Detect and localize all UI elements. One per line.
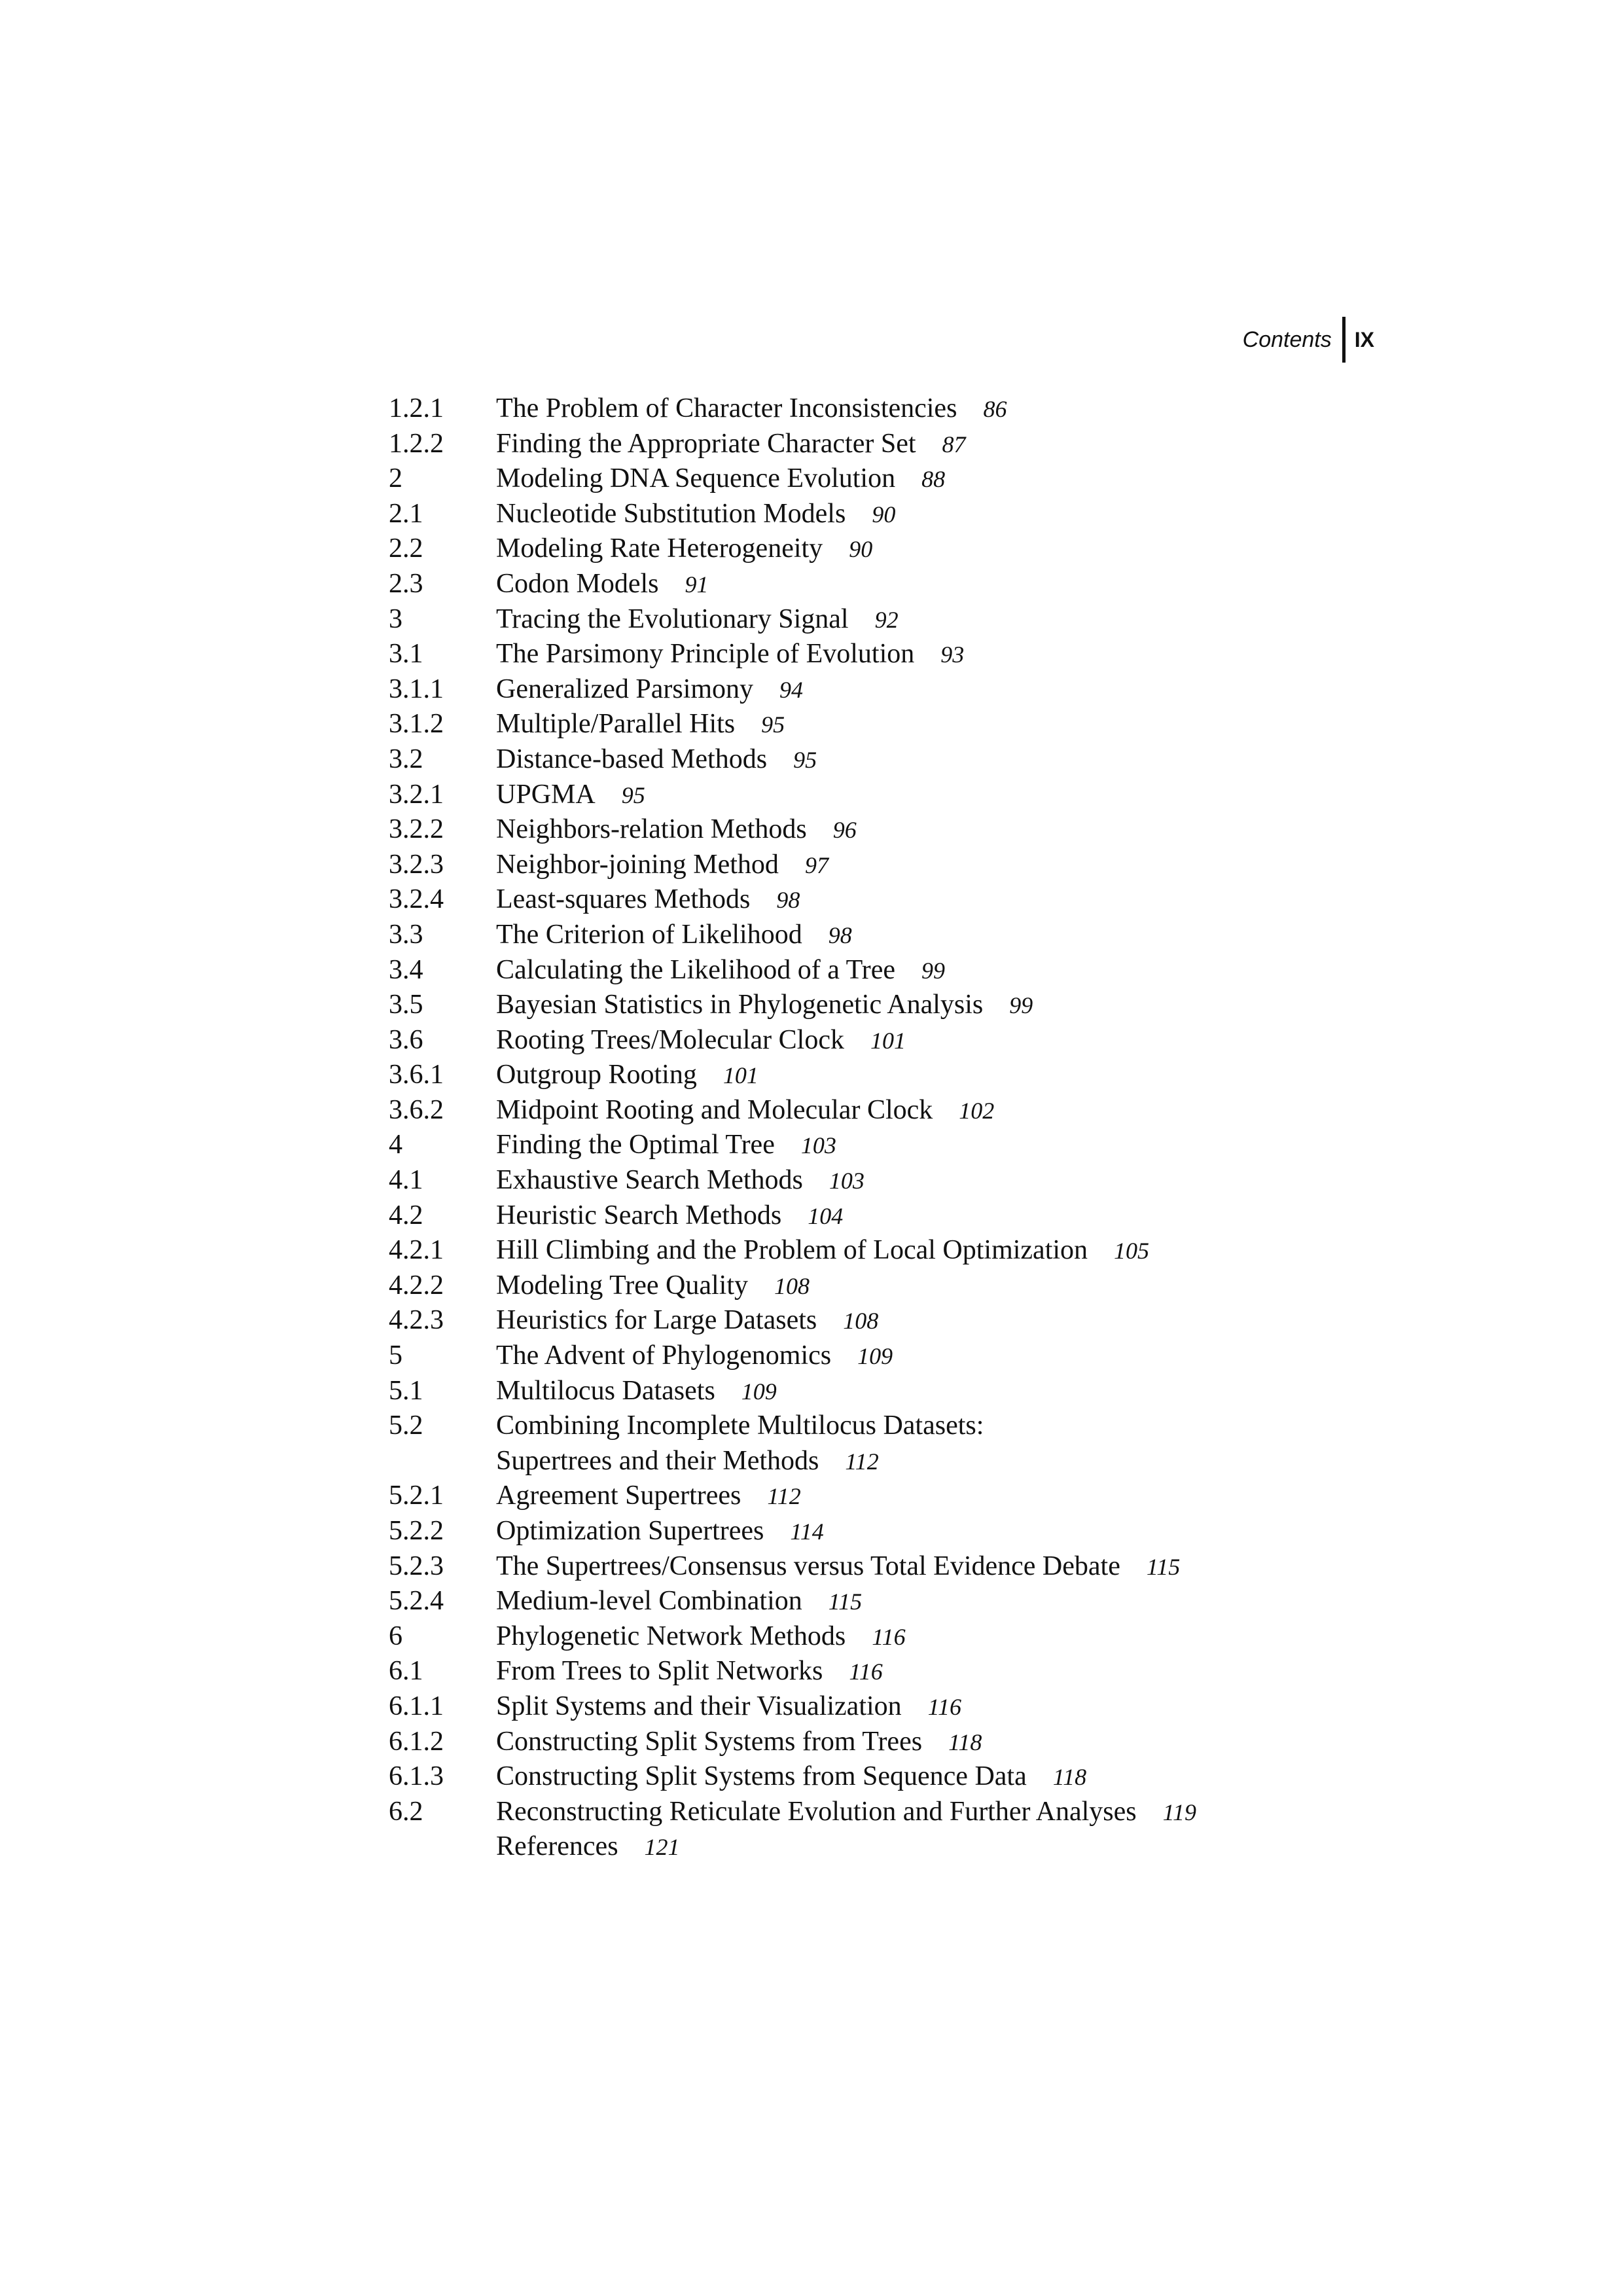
toc-section-title: Finding the Appropriate Character Set — [496, 428, 916, 459]
toc-section-title: Supertrees and their Methods — [496, 1445, 819, 1476]
toc-entry — [389, 1689, 1397, 1725]
toc-page-number: 114 — [790, 1518, 824, 1545]
toc-entry — [389, 848, 1397, 883]
toc-page-number: 116 — [849, 1659, 883, 1685]
toc-section-number: 3.5 — [389, 990, 423, 1020]
toc-entry — [389, 461, 1397, 497]
toc-entry — [389, 953, 1397, 988]
toc-section-number: 3.2.2 — [389, 814, 444, 845]
toc-section-number: 4.1 — [389, 1165, 423, 1196]
toc-entry — [389, 602, 1397, 637]
toc-section-title: Agreement Supertrees — [496, 1480, 741, 1511]
toc-entry — [389, 1725, 1397, 1760]
toc-page-number: 93 — [940, 641, 965, 668]
toc-page-number: 119 — [1162, 1799, 1196, 1825]
toc-section-title: Heuristic Search Methods — [496, 1200, 782, 1230]
toc-entry — [389, 1233, 1397, 1268]
toc-page-number: 101 — [722, 1062, 758, 1089]
toc-section-number: 6.1 — [389, 1656, 423, 1687]
toc-page-number: 118 — [1052, 1764, 1087, 1791]
toc-section-number: 3.2.1 — [389, 779, 444, 810]
toc-entry — [389, 637, 1397, 672]
toc-entry — [389, 497, 1397, 532]
toc-page-number: 109 — [741, 1378, 777, 1405]
toc-section-number: 4.2.1 — [389, 1235, 444, 1266]
toc-page-number: 103 — [829, 1168, 865, 1194]
toc-section-title: Exhaustive Search Methods — [496, 1165, 803, 1196]
toc-entry — [389, 1444, 1397, 1479]
toc-entry — [389, 707, 1397, 742]
toc-page-number: 86 — [983, 396, 1007, 422]
toc-section-title: Finding the Optimal Tree — [496, 1130, 775, 1160]
toc-section-title: Constructing Split Systems from Trees — [496, 1726, 923, 1757]
toc-entry — [389, 1374, 1397, 1409]
toc-section-title: Combining Incomplete Multilocus Datasets: — [496, 1410, 984, 1441]
toc-section-title: The Parsimony Principle of Evolution — [496, 639, 915, 670]
toc-section-number: 5.1 — [389, 1375, 423, 1406]
toc-entry — [389, 988, 1397, 1023]
toc-entry — [389, 1584, 1397, 1619]
toc-page-number: 102 — [959, 1097, 995, 1124]
toc-section-title: Modeling DNA Sequence Evolution — [496, 463, 896, 494]
toc-entry — [389, 672, 1397, 708]
toc-section-title: Distance-based Methods — [496, 744, 768, 774]
toc-section-number: 3.2.4 — [389, 884, 444, 915]
toc-section-number: 6.1.2 — [389, 1726, 444, 1757]
toc-section-title: Calculating the Likelihood of a Tree — [496, 954, 896, 985]
toc-entry — [389, 391, 1397, 427]
toc-section-title: UPGMA — [496, 779, 596, 810]
toc-section-title: Least-squares Methods — [496, 884, 751, 915]
toc-page-number: 108 — [843, 1308, 879, 1335]
toc-section-number: 2.2 — [389, 533, 423, 564]
running-header — [1243, 317, 1374, 363]
toc-section-title: Medium-level Combination — [496, 1586, 802, 1617]
toc-section-title: Modeling Tree Quality — [496, 1270, 748, 1300]
toc-page-number: 98 — [828, 922, 852, 948]
toc-page-number: 90 — [849, 536, 873, 563]
toc-section-title: Generalized Parsimony — [496, 673, 754, 704]
toc-section-title: Nucleotide Substitution Models — [496, 498, 846, 529]
toc-entry — [389, 1303, 1397, 1338]
toc-page-number: 103 — [800, 1132, 836, 1159]
toc-page-number: 99 — [1009, 992, 1033, 1019]
toc-section-title: Multilocus Datasets — [496, 1375, 715, 1406]
toc-section-title: Reconstructing Reticulate Evolution and Further Analyses — [496, 1796, 1137, 1827]
toc-page-number: 98 — [776, 887, 800, 914]
toc-page-number: 92 — [874, 606, 899, 633]
toc-section-number: 4.2 — [389, 1200, 423, 1230]
toc-entry — [389, 1479, 1397, 1514]
toc-section-number: 4.2.3 — [389, 1305, 444, 1336]
toc-section-number: 3.6.2 — [389, 1094, 444, 1125]
toc-section-title: Multiple/Parallel Hits — [496, 709, 736, 740]
page-number: IX — [1354, 327, 1374, 351]
toc-page-number: 88 — [921, 466, 946, 493]
toc-section-number: 5.2.1 — [389, 1480, 444, 1511]
toc-entry — [389, 531, 1397, 567]
toc-section-number: 3 — [389, 603, 402, 634]
toc-entry — [389, 1619, 1397, 1655]
toc-section-number: 3.2 — [389, 744, 423, 774]
toc-page-number: 108 — [774, 1272, 810, 1299]
toc-section-number: 3.4 — [389, 954, 423, 985]
toc-entry — [389, 1128, 1397, 1163]
toc-entry — [389, 1268, 1397, 1304]
toc-section-number: 3.1.1 — [389, 673, 444, 704]
toc-page-number: 101 — [870, 1027, 906, 1054]
toc-section-number: 5.2.4 — [389, 1586, 444, 1617]
toc-entry — [389, 1023, 1397, 1058]
toc-page-number: 116 — [872, 1623, 906, 1650]
toc-section-number: 6.2 — [389, 1796, 423, 1827]
toc-section-number: 6 — [389, 1621, 402, 1651]
toc-section-number: 4 — [389, 1130, 402, 1160]
toc-page-number: 95 — [761, 711, 785, 738]
running-header-title: Contents — [1242, 327, 1332, 352]
toc-section-title: The Problem of Character Inconsistencies — [496, 393, 957, 423]
toc-section-number: 3.6.1 — [389, 1060, 444, 1090]
toc-section-number: 6.1.3 — [389, 1761, 444, 1792]
toc-section-title: Neighbor-joining Method — [496, 849, 779, 880]
toc-section-number: 2.3 — [389, 568, 423, 599]
toc-entry — [389, 427, 1397, 462]
toc-entry — [389, 1549, 1397, 1585]
toc-section-number: 5.2.3 — [389, 1551, 444, 1581]
toc-section-title: Rooting Trees/Molecular Clock — [496, 1024, 844, 1055]
toc-section-title: Codon Models — [496, 568, 659, 599]
toc-entry — [389, 778, 1397, 813]
toc-page-number: 109 — [857, 1343, 893, 1370]
toc-entry — [389, 742, 1397, 778]
toc-page-number: 115 — [828, 1588, 863, 1615]
toc-page-number: 94 — [779, 676, 804, 703]
toc-page-number: 87 — [942, 431, 966, 457]
toc-page-number: 112 — [845, 1448, 879, 1475]
toc-page-number: 95 — [793, 746, 817, 773]
toc-section-title: Outgroup Rooting — [496, 1060, 697, 1090]
toc-section-number: 5.2.2 — [389, 1516, 444, 1546]
toc-entry — [389, 918, 1397, 953]
toc-section-title: Modeling Rate Heterogeneity — [496, 533, 823, 564]
toc-entry — [389, 1759, 1397, 1795]
toc-section-number: 3.1.2 — [389, 709, 444, 740]
toc-entry — [389, 1093, 1397, 1128]
toc-section-title: The Supertrees/Consensus versus Total Evidence Debate — [496, 1551, 1120, 1581]
toc-entry — [389, 567, 1397, 602]
toc-page-number: 99 — [921, 957, 946, 984]
toc-entry — [389, 1163, 1397, 1198]
toc-section-title: Phylogenetic Network Methods — [496, 1621, 846, 1651]
toc-entry — [389, 1338, 1397, 1374]
toc-section-title: From Trees to Split Networks — [496, 1656, 823, 1687]
toc-page-number: 96 — [832, 817, 857, 844]
toc-entry — [389, 1654, 1397, 1689]
toc-section-number: 3.3 — [389, 919, 423, 950]
toc-page-number: 104 — [808, 1202, 844, 1229]
toc-entry — [389, 1058, 1397, 1093]
toc-page-number: 97 — [804, 852, 829, 878]
toc-entry — [389, 812, 1397, 848]
toc-page-number: 91 — [685, 571, 709, 598]
toc-section-number: 4.2.2 — [389, 1270, 444, 1300]
toc-page-number: 90 — [872, 501, 896, 528]
toc-section-number: 3.2.3 — [389, 849, 444, 880]
toc-section-title: Bayesian Statistics in Phylogenetic Analysis — [496, 990, 984, 1020]
toc-section-title: Constructing Split Systems from Sequence Data — [496, 1761, 1027, 1792]
toc-page-number: 95 — [621, 781, 645, 808]
toc-page-number: 105 — [1114, 1238, 1150, 1265]
toc-section-title: Optimization Supertrees — [496, 1516, 764, 1546]
toc-section-title: References — [496, 1831, 618, 1862]
toc-page-number: 118 — [948, 1729, 982, 1755]
toc-section-number: 1.2.2 — [389, 428, 444, 459]
toc-section-number: 2 — [389, 463, 402, 494]
table-of-contents — [389, 391, 1397, 1865]
toc-section-title: Tracing the Evolutionary Signal — [496, 603, 849, 634]
toc-section-title: The Criterion of Likelihood — [496, 919, 802, 950]
toc-section-title: Heuristics for Large Datasets — [496, 1305, 817, 1336]
toc-page-number: 115 — [1146, 1553, 1181, 1580]
toc-entry — [389, 1198, 1397, 1234]
toc-page-number: 116 — [927, 1693, 961, 1720]
toc-section-number: 1.2.1 — [389, 393, 444, 423]
toc-section-title: Midpoint Rooting and Molecular Clock — [496, 1094, 933, 1125]
toc-section-number: 6.1.1 — [389, 1691, 444, 1721]
toc-entry — [389, 1514, 1397, 1549]
toc-section-number: 3.1 — [389, 639, 423, 670]
toc-entry — [389, 1795, 1397, 1830]
toc-section-title: Split Systems and their Visualization — [496, 1691, 902, 1721]
toc-section-number: 5.2 — [389, 1410, 423, 1441]
toc-entry — [389, 882, 1397, 918]
toc-section-title: The Advent of Phylogenomics — [496, 1340, 832, 1371]
toc-section-number: 5 — [389, 1340, 402, 1371]
toc-page-number: 112 — [767, 1483, 801, 1510]
toc-entry — [389, 1408, 1397, 1444]
toc-section-title: Hill Climbing and the Problem of Local Optimization — [496, 1235, 1088, 1266]
toc-section-title: Neighbors-relation Methods — [496, 814, 807, 845]
toc-section-number: 2.1 — [389, 498, 423, 529]
toc-section-number: 3.6 — [389, 1024, 423, 1055]
toc-entry — [389, 1829, 1397, 1865]
toc-page-number: 121 — [644, 1834, 680, 1861]
